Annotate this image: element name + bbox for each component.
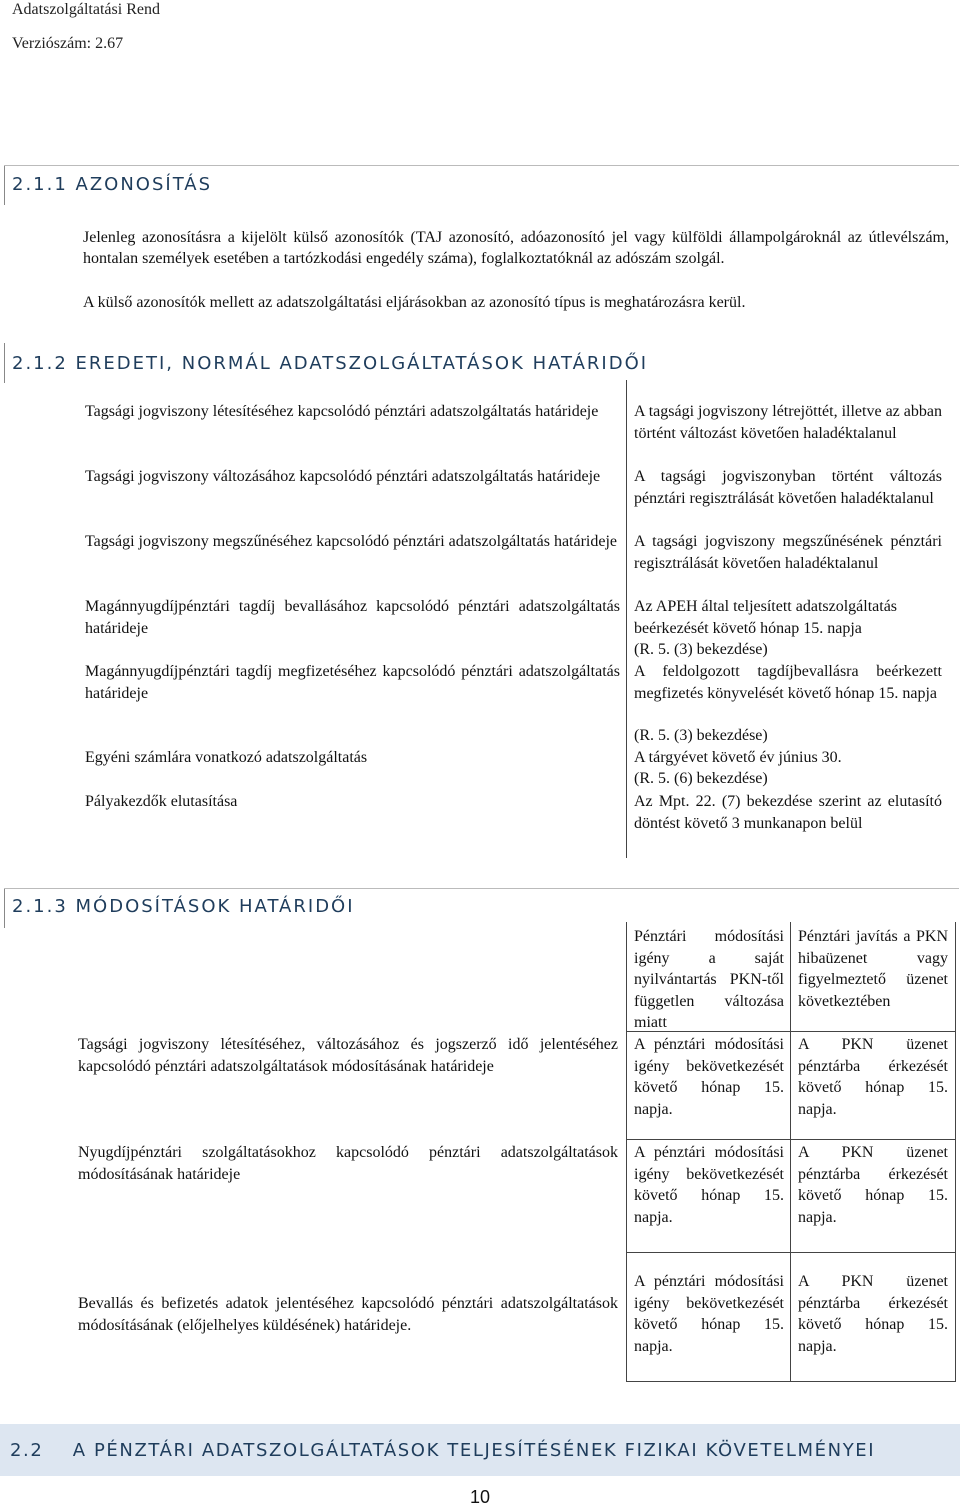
section-heading-2-1-2: 2.1.2 EREDETI, NORMÁL ADATSZOLGÁLTATÁSOK HATÁRIDŐI	[12, 353, 649, 374]
table-column-line	[790, 922, 791, 1382]
column-header-pkn-correction: Pénztári javítás a PKN hibaüzenet vagy figyelmeztető üzenet következtében	[798, 928, 948, 1010]
section-heading-2-2: 2.2 A PÉNZTÁRI ADATSZOLGÁLTATÁSOK TELJESÍTÉSÉNEK FIZIKAI KÖVETELMÉNYEI	[10, 1440, 876, 1461]
deadline-table-divider	[626, 380, 627, 858]
modification-deadline-cell: A PKN üzenet pénztárba érkezését követő hónap 15. napja.	[798, 1144, 948, 1226]
table-row-line	[626, 1252, 956, 1253]
page-number: 10	[469, 1487, 491, 1507]
table-row-line	[626, 1139, 956, 1140]
modification-row-label: Tagsági jogviszony létesítéséhez, változásához és jogszerző idő jelentéséhez kapcsolódó pénztári adatszolgáltatások módosításának határideje	[78, 1036, 618, 1075]
deadline-label: Tagsági jogviszony megszűnéséhez kapcsolódó pénztári adatszolgáltatás határideje	[85, 533, 618, 550]
modification-deadline-cell: A pénztári módosítási igény bekövetkezését követő hónap 15. napja.	[634, 1144, 784, 1226]
deadline-value: Az Mpt. 22. (7) bekezdése szerint az elutasító döntést követő 3 munkanapon belül	[634, 793, 942, 832]
deadline-label: Magánnyugdíjpénztári tagdíj megfizetéséhez kapcsolódó pénztári adatszolgáltatás határideje	[85, 663, 620, 702]
deadline-value: A tagsági jogviszony megszűnésének pénztári regisztrálását követően haladéktalanul	[634, 533, 942, 572]
column-header-pension-fund-change: Pénztári módosítási igény a saját nyilvántartás PKN-től független változása miatt	[634, 928, 784, 1031]
section-marker-bar	[4, 888, 5, 928]
deadline-value: A feldolgozott tagdíjbevallásra beérkezett megfizetés könyvelését követő hónap 15. napja	[634, 663, 942, 702]
deadline-label: Egyéni számlára vonatkozó adatszolgáltatás	[85, 749, 368, 766]
section-rule	[4, 888, 959, 889]
table-row-line	[626, 1381, 956, 1382]
modification-row-label: Bevallás és befizetés adatok jelentéséhez kapcsolódó pénztári adatszolgáltatások módosításának (előjelhelyes küldésének) határideje.	[78, 1295, 618, 1334]
paragraph-identification: Jelenleg azonosításra a kijelölt külső azonosítók (TAJ azonosító, adóazonosító jel vagy külföldi állampolgároknál az útlevélszám, hontalan személyek esetében a tartózkodási engedély száma), foglalkoztatóknál az adószám szolgál.	[83, 229, 949, 267]
deadline-label: Magánnyugdíjpénztári tagdíj bevallásához kapcsolódó pénztári adatszolgáltatás határideje	[85, 598, 620, 637]
modification-deadline-cell: A pénztári módosítási igény bekövetkezését követő hónap 15. napja.	[634, 1036, 784, 1118]
modification-row-label: Nyugdíjpénztári szolgáltatásokhoz kapcsolódó pénztári adatszolgáltatások módosításának határideje	[78, 1144, 618, 1183]
section-heading-2-1-3: 2.1.3 MÓDOSÍTÁSOK HATÁRIDŐI	[12, 896, 355, 917]
table-column-line	[955, 922, 956, 1382]
deadline-value: Az APEH által teljesített adatszolgáltatás beérkezését követő hónap 15. napja	[634, 598, 898, 637]
section-heading-2-1-1: 2.1.1 AZONOSÍTÁS	[12, 174, 213, 195]
paragraph-identifier-type: A külső azonosítók mellett az adatszolgáltatási eljárásokban az azonosító típus is meghatározásra kerül.	[83, 294, 746, 311]
deadline-legal-ref: (R. 5. (6) bekezdése)	[634, 770, 768, 787]
deadline-legal-ref: (R. 5. (3) bekezdése)	[634, 727, 768, 744]
deadline-value: A tagsági jogviszonyban történt változás pénztári regisztrálását követően haladéktalanul	[634, 468, 942, 507]
deadline-value: A tárgyévet követő év június 30.	[634, 749, 842, 766]
modification-deadline-cell: A PKN üzenet pénztárba érkezését követő hónap 15. napja.	[798, 1273, 948, 1355]
section-marker-bar	[4, 165, 5, 205]
deadline-label: Pályakezdők elutasítása	[85, 793, 238, 810]
deadline-legal-ref: (R. 5. (3) bekezdése)	[634, 641, 768, 658]
deadline-value: A tagsági jogviszony létrejöttét, illetve az abban történt változást követően haladéktalanul	[634, 403, 942, 442]
version-number: Verziószám: 2.67	[12, 35, 124, 52]
section-rule	[4, 165, 959, 166]
deadline-label: Tagsági jogviszony változásához kapcsolódó pénztári adatszolgáltatás határideje	[85, 468, 601, 485]
modification-deadline-cell: A PKN üzenet pénztárba érkezését követő hónap 15. napja.	[798, 1036, 948, 1118]
modification-deadline-cell: A pénztári módosítási igény bekövetkezését követő hónap 15. napja.	[634, 1273, 784, 1355]
document-title: Adatszolgáltatási Rend	[12, 1, 160, 18]
section-marker-bar	[4, 343, 5, 383]
deadline-label: Tagsági jogviszony létesítéséhez kapcsolódó pénztári adatszolgáltatás határideje	[85, 403, 599, 420]
table-column-line	[626, 922, 627, 1382]
